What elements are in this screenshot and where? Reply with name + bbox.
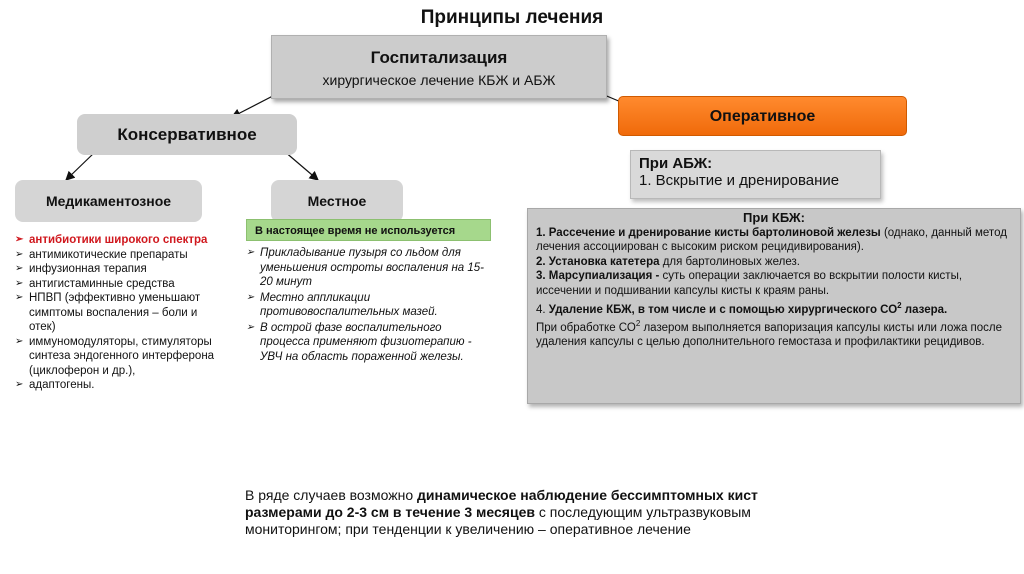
not-used-banner: В настоящее время не используется (246, 219, 491, 241)
kbj-box (527, 208, 1021, 404)
kbj-step-2-title: 2. Установка катетера (536, 255, 660, 268)
medication-box: Медикаментозное (15, 180, 202, 222)
kbj-laser-text-b: лазером выполняется вапоризация капсулы кисты или ложа после удаления капсулы с целью дополнительного гемостаза и профилактики рецидивов. (536, 321, 1003, 349)
footer-text-bold: динамическое наблюдение бессимптомных кист размерами до 2-3 см в течение 3 месяцев (245, 487, 758, 520)
arrow-to-local (284, 151, 318, 180)
kbj-step-4-sup: 2 (897, 300, 902, 310)
kbj-laser-text-a: При обработке СО (536, 321, 636, 334)
arrow-to-medication (66, 152, 95, 180)
kbj-step-1-text: (однако, данный метод лечения ассоциирован с высоким риском рецидивирования). (536, 226, 1007, 254)
kbj-step-4 (536, 299, 1012, 317)
kbj-laser-note (536, 317, 1012, 350)
list-item: ➢ адаптогены. (15, 378, 215, 393)
kbj-step-4-number: 4. (536, 303, 546, 316)
kbj-title: При КБЖ: (743, 210, 805, 225)
kbj-step-3 (536, 269, 1012, 298)
footer-text-a: В ряде случаев возможно (245, 487, 417, 503)
kbj-step-3-text: суть операции заключается во вскрытии полости кисты, иссечении и подшивании капсулы кисты к краям раны. (536, 270, 963, 297)
local-list (246, 246, 491, 365)
medication-list (15, 233, 215, 393)
list-item: ➢ НПВП (эффективно уменьшают симптомы воспаления – боли и отек) (15, 291, 215, 335)
kbj-step-4-title-end: лазера. (901, 303, 948, 316)
kbj-step-4-title: Удаление КБЖ, в том числе и с помощью хирургического СО (545, 303, 898, 316)
hospitalization-subtitle: хирургическое лечение КБЖ и АБЖ (322, 72, 556, 88)
list-item: ➢ Местно аппликации противовоспалительных мазей. (246, 291, 491, 320)
footer-note (245, 487, 805, 538)
local-box: Местное (271, 180, 403, 222)
list-item: ➢ антибиотики широкого спектра (15, 233, 215, 248)
list-item: ➢ Прикладывание пузыря со льдом для уменьшения остроты воспаления на 15-20 минут (246, 246, 491, 290)
kbj-step-2-text: для бартолиновых желез. (659, 255, 800, 268)
kbj-step-3-title: 3. Марсупиализация - (536, 270, 660, 283)
hospitalization-heading: Госпитализация (370, 48, 508, 67)
list-item: ➢ инфузионная терапия (15, 262, 215, 277)
conservative-box: Консервативное (77, 114, 297, 155)
operative-box: Оперативное (618, 96, 907, 136)
list-item: ➢ В острой фазе воспалительного процесса применяют физиотерапию - УВЧ на область пораженной железы. (246, 321, 491, 365)
list-item: ➢ иммуномодуляторы, стимуляторы синтеза эндогенного интерферона (циклоферон и др.), (15, 335, 215, 379)
page-title: Принципы лечения (420, 7, 604, 28)
footer-text-c: с последующим ультразвуковым мониторингом; при тенденции к увеличению – оперативное лечение (245, 504, 751, 537)
abj-item: 1. Вскрытие и дренирование (639, 172, 840, 189)
abj-title: При АБЖ: (639, 155, 713, 172)
hospitalization-box (271, 35, 607, 99)
list-item: ➢ антигистаминные средства (15, 277, 215, 292)
abj-box (630, 150, 881, 199)
kbj-step-1 (536, 226, 1012, 255)
kbj-step-1-title: 1. Рассечение и дренирование кисты бартолиновой железы (536, 226, 881, 239)
list-item: ➢ антимикотические препараты (15, 248, 215, 263)
kbj-step-2 (536, 255, 1012, 270)
kbj-laser-sup: 2 (635, 318, 641, 328)
